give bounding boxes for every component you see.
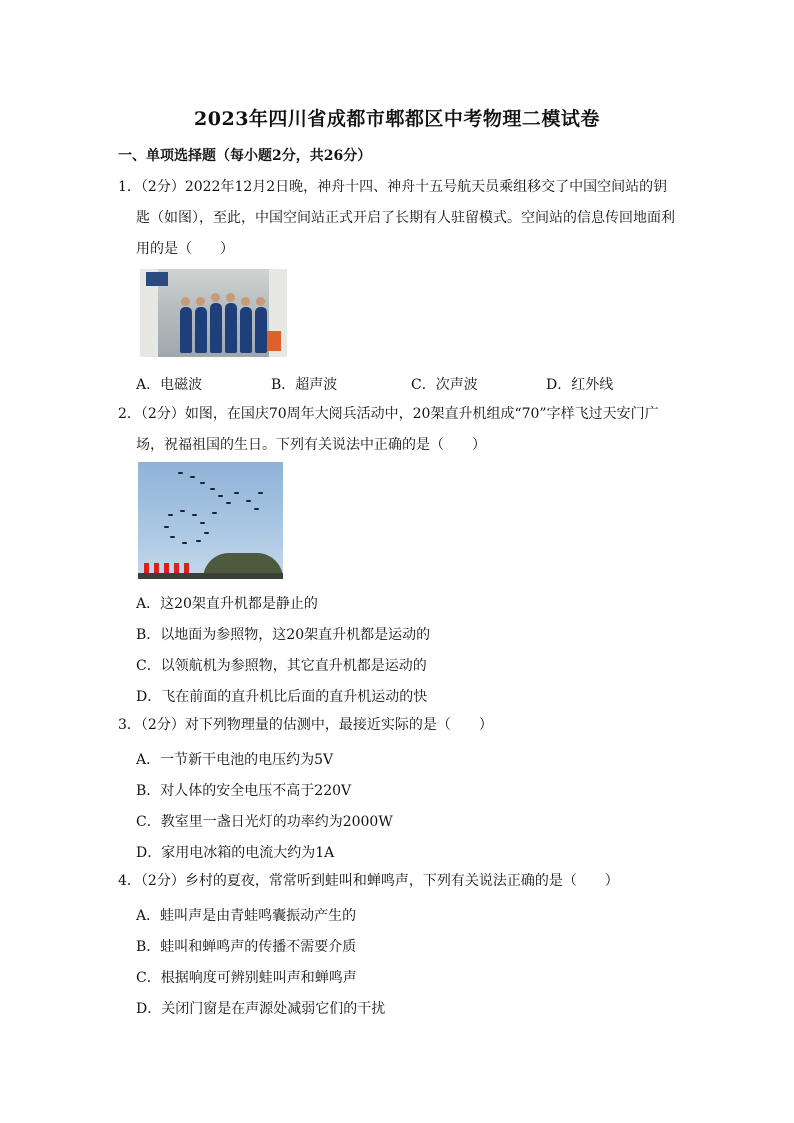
q2-line-1: 2．（2分）如图，在国庆70周年大阅兵活动中，20架直升机组成“70”字样飞过天安门广 xyxy=(118,406,659,422)
q2-line-2: 场，祝福祖国的生日。下列有关说法中正确的是（ ） xyxy=(136,437,486,453)
q3-option-a[interactable]: A．一节新干电池的电压约为5V xyxy=(136,752,334,768)
q2-option-c[interactable]: C．以领航机为参照物，其它直升机都是运动的 xyxy=(136,658,427,674)
q4-option-a[interactable]: A．蛙叫声是由青蛙鸣囊振动产生的 xyxy=(136,908,357,924)
q4-option-b[interactable]: B．蛙叫和蝉鸣声的传播不需要介质 xyxy=(136,939,357,955)
q1-line-2: 匙（如图），至此，中国空间站正式开启了长期有人驻留模式。空间站的信息传回地面利 xyxy=(136,210,675,226)
helicopter-formation-photo xyxy=(138,462,283,579)
page-title: 2023年四川省成都市郫都区中考物理二模试卷 xyxy=(194,108,600,130)
q1-option-d[interactable]: D．红外线 xyxy=(546,377,614,393)
section-heading: 一、单项选择题（每小题2分，共26分） xyxy=(118,148,372,164)
q1-option-c[interactable]: C．次声波 xyxy=(411,377,478,393)
q3-option-b[interactable]: B．对人体的安全电压不高于220V xyxy=(136,783,352,799)
q1-line-1: 1．（2分）2022年12月2日晚，神舟十四、神舟十五号航天员乘组移交了中国空间站的钥 xyxy=(118,179,668,195)
q2-option-b[interactable]: B．以地面为参照物，这20架直升机都是运动的 xyxy=(136,627,431,643)
q1-option-a[interactable]: A．电磁波 xyxy=(136,377,203,393)
q4-line-1: 4．（2分）乡村的夏夜，常常听到蛙叫和蝉鸣声，下列有关说法正确的是（ ） xyxy=(118,873,619,889)
q3-line-1: 3．（2分）对下列物理量的估测中，最接近实际的是（ ） xyxy=(118,717,493,733)
q3-option-c[interactable]: C．教室里一盏日光灯的功率约为2000W xyxy=(136,814,393,830)
space-station-photo xyxy=(140,269,287,357)
q1-line-3: 用的是（ ） xyxy=(136,241,234,257)
q3-option-d[interactable]: D．家用电冰箱的电流大约为1A xyxy=(136,845,335,861)
q4-option-c[interactable]: C．根据响度可辨别蛙叫声和蝉鸣声 xyxy=(136,970,357,986)
q4-option-d[interactable]: D．关闭门窗是在声源处减弱它们的干扰 xyxy=(136,1001,386,1017)
q2-option-d[interactable]: D．飞在前面的直升机比后面的直升机运动的快 xyxy=(136,689,428,705)
q2-option-a[interactable]: A．这20架直升机都是静止的 xyxy=(136,596,318,612)
q1-option-b[interactable]: B．超声波 xyxy=(271,377,338,393)
